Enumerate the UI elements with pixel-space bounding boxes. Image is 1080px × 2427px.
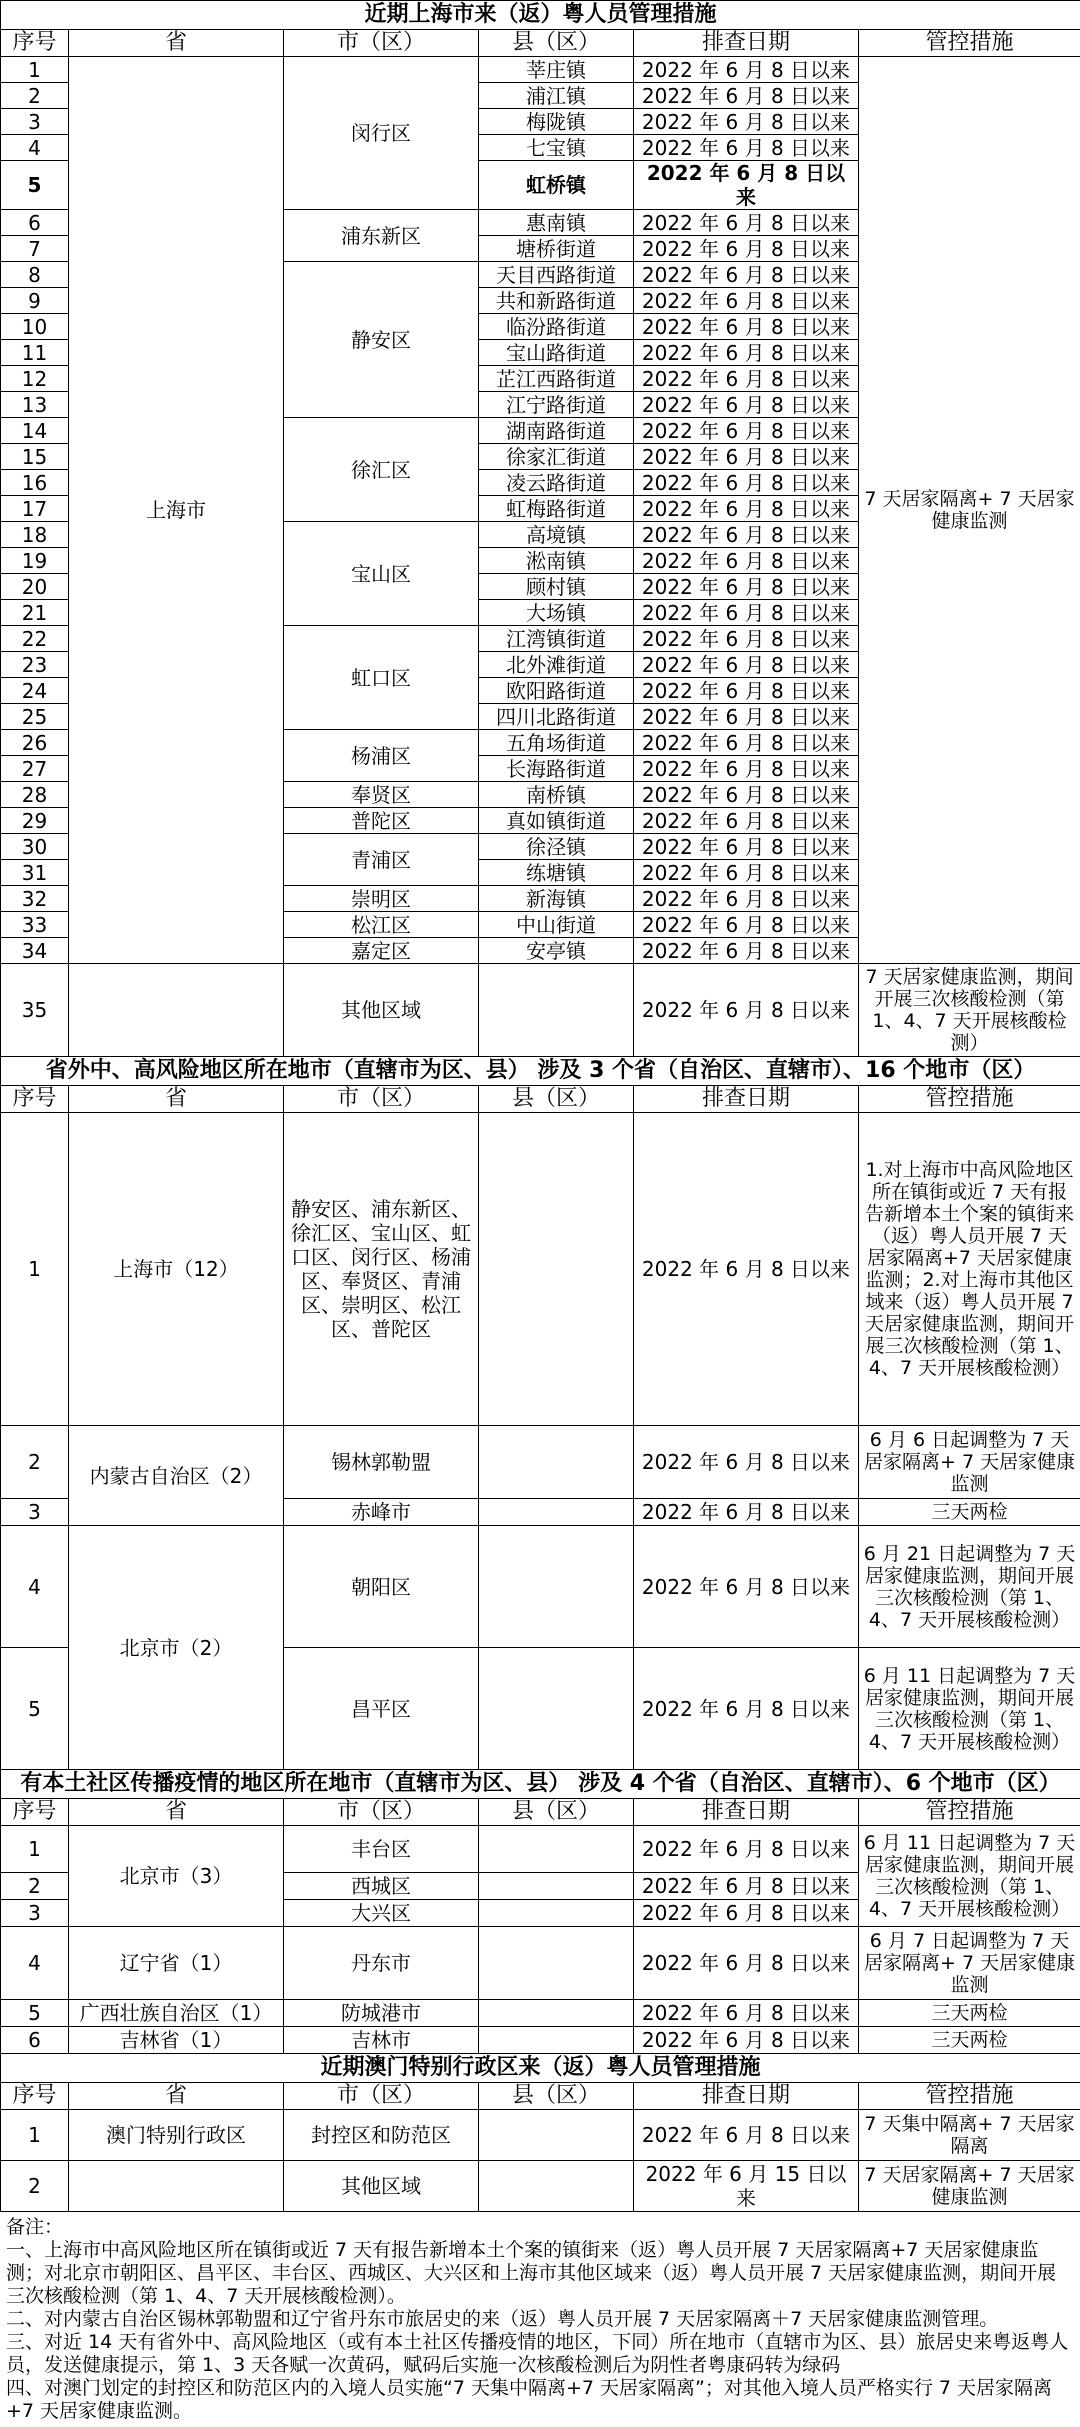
row-number: 6 bbox=[1, 2027, 69, 2054]
date-cell: 2022 年 6 月 8 日以来 bbox=[634, 444, 859, 470]
date-cell: 2022 年 6 月 8 日以来 bbox=[634, 262, 859, 288]
section-1-title bbox=[1, 1, 1080, 30]
county-cell: 安亭镇 bbox=[479, 938, 634, 964]
province-cell: 北京市（3） bbox=[69, 1826, 284, 1927]
table-row bbox=[1, 1927, 1080, 2000]
column-header: 序号 bbox=[1, 2083, 69, 2110]
row-number: 28 bbox=[1, 782, 69, 808]
date-cell: 2022 年 6 月 8 日以来 bbox=[634, 730, 859, 756]
province-cell bbox=[69, 964, 284, 1057]
measure-cell: 6 月 11 日起调整为 7 天居家健康监测，期间开展三次核酸检测（第 1、4、7 天开展核酸检测） bbox=[859, 1648, 1080, 1770]
measure-cell: 6 月 11 日起调整为 7 天居家健康监测，期间开展三次核酸检测（第 1、4、7 天开展核酸检测） bbox=[859, 1826, 1080, 1927]
county-cell: 长海路街道 bbox=[479, 756, 634, 782]
column-header: 管控措施 bbox=[859, 30, 1080, 57]
province-cell: 北京市（2） bbox=[69, 1526, 284, 1770]
measure-cell: 6 月 7 日起调整为 7 天居家隔离+ 7 天居家健康监测 bbox=[859, 1927, 1080, 2000]
date-cell: 2022 年 6 月 8 日以来 bbox=[634, 808, 859, 834]
section-4-title-text: 近期澳门特别行政区来（返）粤人员管理措施 bbox=[1, 2054, 1080, 2083]
row-number: 1 bbox=[1, 2110, 69, 2161]
row-number: 10 bbox=[1, 314, 69, 340]
city-cell: 赤峰市 bbox=[284, 1499, 479, 1526]
county-cell: 临汾路街道 bbox=[479, 314, 634, 340]
row-number: 25 bbox=[1, 704, 69, 730]
county-cell: 练塘镇 bbox=[479, 860, 634, 886]
row-number: 8 bbox=[1, 262, 69, 288]
row-number: 3 bbox=[1, 1499, 69, 1526]
measure-cell: 三天两检 bbox=[859, 2027, 1080, 2054]
date-cell: 2022 年 6 月 8 日以来 bbox=[634, 83, 859, 109]
date-cell: 2022 年 6 月 8 日以来 bbox=[634, 2027, 859, 2054]
row-number: 29 bbox=[1, 808, 69, 834]
row-number: 31 bbox=[1, 860, 69, 886]
county-cell: 徐家汇街道 bbox=[479, 444, 634, 470]
county-cell: 七宝镇 bbox=[479, 135, 634, 161]
date-cell: 2022 年 6 月 8 日以来 bbox=[634, 288, 859, 314]
row-number: 24 bbox=[1, 678, 69, 704]
city-cell: 其他区域 bbox=[284, 2161, 479, 2212]
county-cell: 江宁路街道 bbox=[479, 392, 634, 418]
table-row bbox=[1, 2027, 1080, 2054]
county-cell: 中山街道 bbox=[479, 912, 634, 938]
row-number: 1 bbox=[1, 57, 69, 83]
date-cell: 2022 年 6 月 8 日以来 bbox=[634, 886, 859, 912]
county-cell bbox=[479, 1927, 634, 2000]
row-number: 21 bbox=[1, 600, 69, 626]
row-number: 33 bbox=[1, 912, 69, 938]
date-cell: 2022 年 6 月 8 日以来 bbox=[634, 600, 859, 626]
section-4-title bbox=[1, 2054, 1080, 2083]
date-cell: 2022 年 6 月 8 日以来 bbox=[634, 678, 859, 704]
date-cell: 2022 年 6 月 8 日以来 bbox=[634, 314, 859, 340]
county-cell bbox=[479, 2000, 634, 2027]
table-row bbox=[1, 1426, 1080, 1499]
table-row bbox=[1, 964, 1080, 1057]
measure-cell: 7 天居家隔离+ 7 天居家健康监测 bbox=[859, 57, 1080, 964]
column-header: 县（区） bbox=[479, 2083, 634, 2110]
date-cell: 2022 年 6 月 8 日以来 bbox=[634, 1900, 859, 1927]
date-cell: 2022 年 6 月 8 日以来 bbox=[634, 834, 859, 860]
column-header: 排查日期 bbox=[634, 30, 859, 57]
column-header: 管控措施 bbox=[859, 1799, 1080, 1826]
date-cell: 2022 年 6 月 8 日以来 bbox=[634, 392, 859, 418]
city-cell: 昌平区 bbox=[284, 1648, 479, 1770]
county-cell: 莘庄镇 bbox=[479, 57, 634, 83]
column-header: 管控措施 bbox=[859, 2083, 1080, 2110]
row-number: 26 bbox=[1, 730, 69, 756]
row-number: 27 bbox=[1, 756, 69, 782]
county-cell: 四川北路街道 bbox=[479, 704, 634, 730]
date-cell: 2022 年 6 月 8 日以来 bbox=[634, 704, 859, 730]
city-cell: 西城区 bbox=[284, 1873, 479, 1900]
date-cell: 2022 年 6 月 8 日以来 bbox=[634, 1873, 859, 1900]
county-cell: 虹梅路街道 bbox=[479, 496, 634, 522]
date-cell: 2022 年 6 月 8 日以来 bbox=[634, 57, 859, 83]
header-row-4 bbox=[1, 2083, 1080, 2110]
city-cell: 杨浦区 bbox=[284, 730, 479, 782]
county-cell bbox=[479, 1499, 634, 1526]
column-header: 管控措施 bbox=[859, 1086, 1080, 1113]
column-header: 市（区） bbox=[284, 1799, 479, 1826]
city-cell: 普陀区 bbox=[284, 808, 479, 834]
county-cell: 虹桥镇 bbox=[479, 161, 634, 210]
province-cell: 吉林省（1） bbox=[69, 2027, 284, 2054]
county-cell bbox=[479, 1826, 634, 1873]
county-cell: 南桥镇 bbox=[479, 782, 634, 808]
date-cell: 2022 年 6 月 8 日以来 bbox=[634, 470, 859, 496]
measure-cell: 7 天居家隔离+ 7 天居家健康监测 bbox=[859, 2161, 1080, 2212]
table-row bbox=[1, 1826, 1080, 1873]
row-number: 1 bbox=[1, 1113, 69, 1426]
column-header: 市（区） bbox=[284, 30, 479, 57]
city-cell: 防城港市 bbox=[284, 2000, 479, 2027]
city-cell: 徐汇区 bbox=[284, 418, 479, 522]
notes bbox=[0, 2212, 1080, 2427]
date-cell: 2022 年 6 月 8 日以来 bbox=[634, 236, 859, 262]
county-cell bbox=[479, 2161, 634, 2212]
note-2: 二、对内蒙古自治区锡林郭勒盟和辽宁省丹东市旅居史的来（返）粤人员开展 7 天居家隔离＋7 天居家健康监测管理。 bbox=[6, 2308, 1074, 2331]
city-cell: 静安区、浦东新区、徐汇区、宝山区、虹口区、闵行区、杨浦区、奉贤区、青浦区、崇明区、松江区、普陀区 bbox=[284, 1113, 479, 1426]
row-number: 5 bbox=[1, 1648, 69, 1770]
header-row-1 bbox=[1, 30, 1080, 57]
county-cell bbox=[479, 964, 634, 1057]
section-1-title-text: 近期上海市来（返）粤人员管理措施 bbox=[1, 1, 1080, 30]
date-cell: 2022 年 6 月 8 日以来 bbox=[634, 1648, 859, 1770]
date-cell: 2022 年 6 月 8 日以来 bbox=[634, 2000, 859, 2027]
row-number: 34 bbox=[1, 938, 69, 964]
row-number: 4 bbox=[1, 135, 69, 161]
county-cell: 真如镇街道 bbox=[479, 808, 634, 834]
county-cell: 新海镇 bbox=[479, 886, 634, 912]
city-cell: 吉林市 bbox=[284, 2027, 479, 2054]
header-row-2 bbox=[1, 1086, 1080, 1113]
date-cell: 2022 年 6 月 8 日以来 bbox=[634, 1826, 859, 1873]
date-cell: 2022 年 6 月 8 日以来 bbox=[634, 161, 859, 210]
county-cell: 淞南镇 bbox=[479, 548, 634, 574]
column-header: 市（区） bbox=[284, 1086, 479, 1113]
row-number: 3 bbox=[1, 109, 69, 135]
county-cell: 共和新路街道 bbox=[479, 288, 634, 314]
county-cell: 凌云路街道 bbox=[479, 470, 634, 496]
county-cell: 梅陇镇 bbox=[479, 109, 634, 135]
county-cell: 高境镇 bbox=[479, 522, 634, 548]
date-cell: 2022 年 6 月 8 日以来 bbox=[634, 938, 859, 964]
note-1: 一、上海市中高风险地区所在镇街或近 7 天有报告新增本土个案的镇街来（返）粤人员开展 7 天居家隔离+7 天居家健康监测；对北京市朝阳区、昌平区、丰台区、西城区、大兴区和上海市其他区域来（返）粤人员开展 7 天居家健康监测，期间开展三次核酸检测（第 1、4、7 天开展核酸检测）。 bbox=[6, 2239, 1074, 2308]
date-cell: 2022 年 6 月 8 日以来 bbox=[634, 340, 859, 366]
county-cell bbox=[479, 2110, 634, 2161]
date-cell: 2022 年 6 月 15 日以来 bbox=[634, 2161, 859, 2212]
column-header: 排查日期 bbox=[634, 1086, 859, 1113]
column-header: 省 bbox=[69, 1799, 284, 1826]
date-cell: 2022 年 6 月 8 日以来 bbox=[634, 109, 859, 135]
table-row bbox=[1, 2161, 1080, 2212]
section-3-title bbox=[1, 1770, 1080, 1799]
province-cell bbox=[69, 2161, 284, 2212]
county-cell: 浦江镇 bbox=[479, 83, 634, 109]
measure-cell: 6 月 6 日起调整为 7 天居家隔离+ 7 天居家健康监测 bbox=[859, 1426, 1080, 1499]
column-header: 市（区） bbox=[284, 2083, 479, 2110]
column-header: 序号 bbox=[1, 1799, 69, 1826]
date-cell: 2022 年 6 月 8 日以来 bbox=[634, 1526, 859, 1648]
measure-cell: 7 天居家健康监测，期间开展三次核酸检测（第 1、4、7 天开展核酸检测） bbox=[859, 964, 1080, 1057]
city-cell: 丰台区 bbox=[284, 1826, 479, 1873]
column-header: 省 bbox=[69, 30, 284, 57]
date-cell: 2022 年 6 月 8 日以来 bbox=[634, 964, 859, 1057]
measure-cell: 三天两检 bbox=[859, 1499, 1080, 1526]
date-cell: 2022 年 6 月 8 日以来 bbox=[634, 782, 859, 808]
city-cell: 丹东市 bbox=[284, 1927, 479, 2000]
county-cell: 天目西路街道 bbox=[479, 262, 634, 288]
note-4: 四、对澳门划定的封控区和防范区内的入境人员实施“7 天集中隔离+7 天居家隔离”；对其他入境人员严格实行 7 天居家隔离+7 天居家健康监测。 bbox=[6, 2377, 1074, 2423]
province-cell: 上海市（12） bbox=[69, 1113, 284, 1426]
table-row bbox=[1, 2000, 1080, 2027]
county-cell: 宝山路街道 bbox=[479, 340, 634, 366]
city-cell: 嘉定区 bbox=[284, 938, 479, 964]
city-cell: 朝阳区 bbox=[284, 1526, 479, 1648]
measure-cell: 7 天集中隔离+ 7 天居家隔离 bbox=[859, 2110, 1080, 2161]
date-cell: 2022 年 6 月 8 日以来 bbox=[634, 574, 859, 600]
county-cell: 北外滩街道 bbox=[479, 652, 634, 678]
city-cell: 锡林郭勒盟 bbox=[284, 1426, 479, 1499]
row-number: 2 bbox=[1, 83, 69, 109]
county-cell: 大场镇 bbox=[479, 600, 634, 626]
row-number: 2 bbox=[1, 2161, 69, 2212]
county-cell: 塘桥街道 bbox=[479, 236, 634, 262]
measure-cell: 6 月 21 日起调整为 7 天居家健康监测，期间开展三次核酸检测（第 1、4、7 天开展核酸检测） bbox=[859, 1526, 1080, 1648]
county-cell bbox=[479, 1873, 634, 1900]
date-cell: 2022 年 6 月 8 日以来 bbox=[634, 522, 859, 548]
row-number: 2 bbox=[1, 1873, 69, 1900]
header-row-3 bbox=[1, 1799, 1080, 1826]
row-number: 5 bbox=[1, 161, 69, 210]
city-cell: 大兴区 bbox=[284, 1900, 479, 1927]
city-cell: 宝山区 bbox=[284, 522, 479, 626]
row-number: 11 bbox=[1, 340, 69, 366]
county-cell bbox=[479, 1900, 634, 1927]
column-header: 排查日期 bbox=[634, 1799, 859, 1826]
notes-label: 备注： bbox=[6, 2216, 1074, 2239]
column-header: 县（区） bbox=[479, 1799, 634, 1826]
county-cell: 惠南镇 bbox=[479, 210, 634, 236]
row-number: 18 bbox=[1, 522, 69, 548]
table-row bbox=[1, 1526, 1080, 1648]
row-number: 30 bbox=[1, 834, 69, 860]
city-cell: 封控区和防范区 bbox=[284, 2110, 479, 2161]
date-cell: 2022 年 6 月 8 日以来 bbox=[634, 652, 859, 678]
row-number: 32 bbox=[1, 886, 69, 912]
row-number: 20 bbox=[1, 574, 69, 600]
date-cell: 2022 年 6 月 8 日以来 bbox=[634, 1499, 859, 1526]
date-cell: 2022 年 6 月 8 日以来 bbox=[634, 418, 859, 444]
row-number: 19 bbox=[1, 548, 69, 574]
date-cell: 2022 年 6 月 8 日以来 bbox=[634, 1113, 859, 1426]
city-cell: 崇明区 bbox=[284, 886, 479, 912]
row-number: 6 bbox=[1, 210, 69, 236]
row-number: 16 bbox=[1, 470, 69, 496]
row-number: 14 bbox=[1, 418, 69, 444]
column-header: 县（区） bbox=[479, 1086, 634, 1113]
date-cell: 2022 年 6 月 8 日以来 bbox=[634, 1927, 859, 2000]
province-cell: 广西壮族自治区（1） bbox=[69, 2000, 284, 2027]
date-cell: 2022 年 6 月 8 日以来 bbox=[634, 2110, 859, 2161]
county-cell bbox=[479, 2027, 634, 2054]
city-cell: 其他区域 bbox=[284, 964, 479, 1057]
county-cell: 湖南路街道 bbox=[479, 418, 634, 444]
row-number: 15 bbox=[1, 444, 69, 470]
city-cell: 静安区 bbox=[284, 262, 479, 418]
row-number: 23 bbox=[1, 652, 69, 678]
date-cell: 2022 年 6 月 8 日以来 bbox=[634, 135, 859, 161]
province-cell: 澳门特别行政区 bbox=[69, 2110, 284, 2161]
city-cell: 浦东新区 bbox=[284, 210, 479, 262]
county-cell: 江湾镇街道 bbox=[479, 626, 634, 652]
row-number: 17 bbox=[1, 496, 69, 522]
table-row bbox=[1, 2110, 1080, 2161]
date-cell: 2022 年 6 月 8 日以来 bbox=[634, 496, 859, 522]
column-header: 县（区） bbox=[479, 30, 634, 57]
city-cell: 虹口区 bbox=[284, 626, 479, 730]
row-number: 4 bbox=[1, 1927, 69, 2000]
date-cell: 2022 年 6 月 8 日以来 bbox=[634, 756, 859, 782]
column-header: 排查日期 bbox=[634, 2083, 859, 2110]
province-cell: 内蒙古自治区（2） bbox=[69, 1426, 284, 1526]
province-cell: 辽宁省（1） bbox=[69, 1927, 284, 2000]
row-number: 4 bbox=[1, 1526, 69, 1648]
row-number: 22 bbox=[1, 626, 69, 652]
row-number: 5 bbox=[1, 2000, 69, 2027]
date-cell: 2022 年 6 月 8 日以来 bbox=[634, 548, 859, 574]
city-cell: 奉贤区 bbox=[284, 782, 479, 808]
province-cell: 上海市 bbox=[69, 57, 284, 964]
section-2-title bbox=[1, 1057, 1080, 1086]
date-cell: 2022 年 6 月 8 日以来 bbox=[634, 366, 859, 392]
date-cell: 2022 年 6 月 8 日以来 bbox=[634, 1426, 859, 1499]
city-cell: 青浦区 bbox=[284, 834, 479, 886]
county-cell: 欧阳路街道 bbox=[479, 678, 634, 704]
note-3: 三、对近 14 天有省外中、高风险地区（或有本土社区传播疫情的地区，下同）所在地市（直辖市为区、县）旅居史来粤返粤人员，发送健康提示，第 1、3 天各赋一次黄码，赋码后实施一次核酸检测后为阴性者粤康码转为绿码 bbox=[6, 2331, 1074, 2377]
city-cell: 闵行区 bbox=[284, 57, 479, 210]
row-number: 3 bbox=[1, 1900, 69, 1927]
row-number: 9 bbox=[1, 288, 69, 314]
row-number: 35 bbox=[1, 964, 69, 1057]
county-cell bbox=[479, 1426, 634, 1499]
section-3-title-text: 有本土社区传播疫情的地区所在地市（直辖市为区、县） 涉及 4 个省（自治区、直辖市）、6 个地市（区） bbox=[1, 1770, 1080, 1799]
city-cell: 松江区 bbox=[284, 912, 479, 938]
county-cell bbox=[479, 1648, 634, 1770]
county-cell bbox=[479, 1526, 634, 1648]
table-row bbox=[1, 57, 1080, 83]
row-number: 12 bbox=[1, 366, 69, 392]
county-cell: 芷江西路街道 bbox=[479, 366, 634, 392]
column-header: 省 bbox=[69, 1086, 284, 1113]
date-cell: 2022 年 6 月 8 日以来 bbox=[634, 860, 859, 886]
row-number: 1 bbox=[1, 1826, 69, 1873]
county-cell: 五角场街道 bbox=[479, 730, 634, 756]
row-number: 13 bbox=[1, 392, 69, 418]
county-cell: 顾村镇 bbox=[479, 574, 634, 600]
column-header: 序号 bbox=[1, 1086, 69, 1113]
table-row bbox=[1, 1113, 1080, 1426]
column-header: 序号 bbox=[1, 30, 69, 57]
date-cell: 2022 年 6 月 8 日以来 bbox=[634, 210, 859, 236]
measure-cell: 1.对上海市中高风险地区所在镇街或近 7 天有报告新增本土个案的镇街来（返）粤人员开展 7 天居家隔离+7 天居家健康监测；2.对上海市其他区域来（返）粤人员开展 7 天居家健康监测，期间开展三次核酸检测（第 1、4、7 天开展核酸检测） bbox=[859, 1113, 1080, 1426]
date-cell: 2022 年 6 月 8 日以来 bbox=[634, 626, 859, 652]
date-cell: 2022 年 6 月 8 日以来 bbox=[634, 912, 859, 938]
measure-cell: 三天两检 bbox=[859, 2000, 1080, 2027]
county-cell: 徐泾镇 bbox=[479, 834, 634, 860]
row-number: 2 bbox=[1, 1426, 69, 1499]
county-cell bbox=[479, 1113, 634, 1426]
row-number: 7 bbox=[1, 236, 69, 262]
column-header: 省 bbox=[69, 2083, 284, 2110]
section-2-title-text: 省外中、高风险地区所在地市（直辖市为区、县） 涉及 3 个省（自治区、直辖市）、16 个地市（区） bbox=[1, 1057, 1080, 1086]
